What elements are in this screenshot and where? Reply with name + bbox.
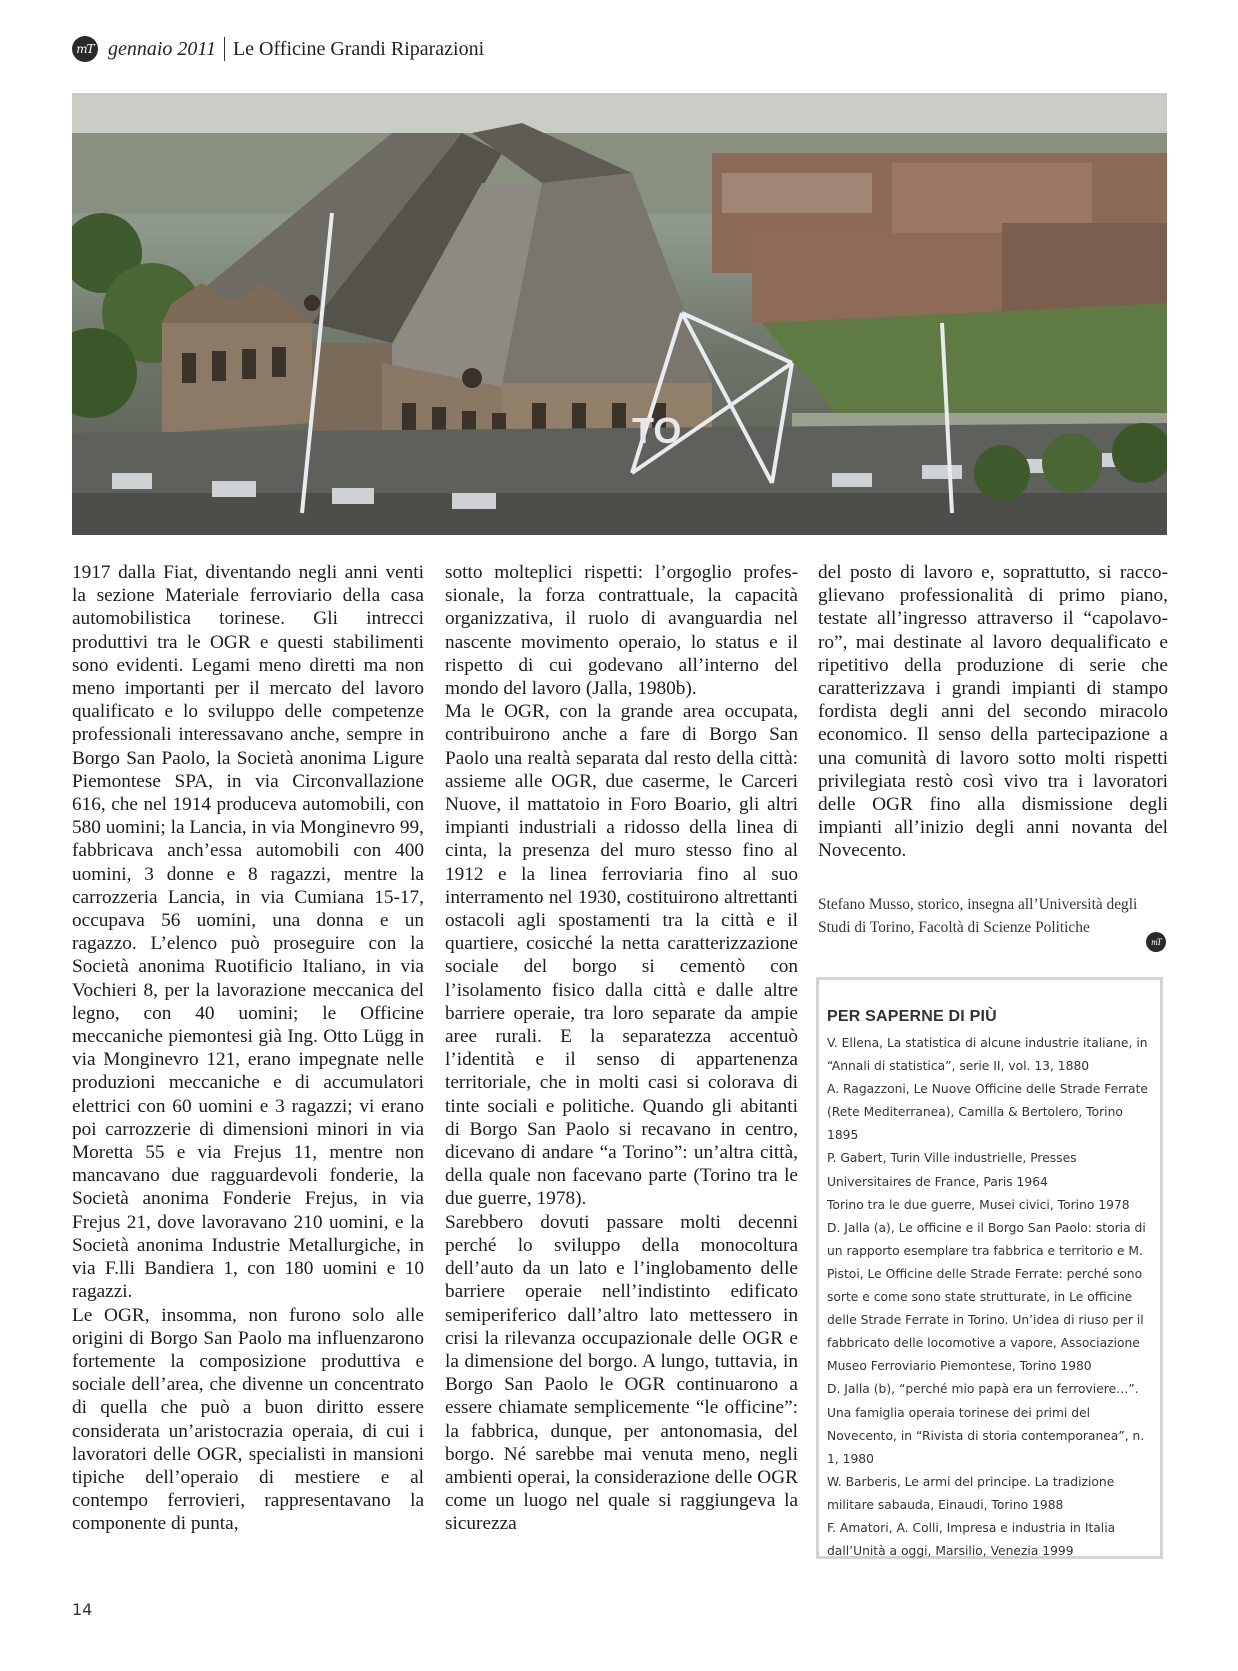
photo-sign-text: TO <box>632 410 682 451</box>
reference-item: P. Gabert, Turin Ville industrielle, Presses Universitaires de France, Paris 1964 <box>827 1151 1077 1189</box>
paragraph: Le OGR, insomma, non furono solo alle origini di Borgo San Paolo ma influenzarono fortemente la composizione produttiva e sociale dell’area, che divenne un concentrato di quella che può a buon diritto essere considerata un’aristocrazia operaia, di cui i lavoratori delle OGR, specialisti in mansioni tipiche dell’operaio di mestiere e al contempo ferrovieri, rappresentavano la componente di punta, <box>72 1304 424 1535</box>
further-reading-box <box>816 977 1163 1559</box>
reference-item: D. Jalla (a), Le officine e il Borgo San Paolo: storia di un rapporto esemplare tra fabbrica e territorio e M. Pistoi, Le Officine delle Strade Ferrate: perché sono sorte e come sono state strutturate, in Le officine delle Strade Ferrate in Torino. Un’idea di riuso per il fabbricato delle locomotive a vapore, Associazione Museo Ferroviario Piemontese, Torino 1980 <box>827 1220 1146 1374</box>
text-column-1 <box>72 561 424 1536</box>
issue-date: gennaio 2011 <box>108 37 216 60</box>
paragraph: Sarebbero dovuti passare molti decenni perché lo sviluppo della monocoltura dell’auto da un lato e l’inglobamento delle barriere operaie nell’indistinto edificato semiperiferico dall’altro lato mettessero in crisi la rilevanza occupazionale delle OGR e la dimensione del borgo. A lungo, tuttavia, in Borgo San Paolo le OGR continuarono a essere chiamate semplicemente “le officine”: la fabbrica, dunque, per antonomasia, del borgo. Né sarebbe mai venuta meno, negli ambienti operai, la considerazione delle OGR come un luogo nel quale si raggiungeva la sicurezza <box>445 1211 798 1535</box>
reference-item: Torino tra le due guerre, Musei civici, Torino 1978 <box>827 1197 1130 1212</box>
author-byline: Stefano Musso, storico, insegna all’Università degli Studi di Torino, Facoltà di Scienze Politiche <box>818 896 1138 936</box>
text-column-2 <box>445 561 798 1536</box>
reference-list <box>827 1032 1150 1563</box>
header-divider <box>224 37 225 61</box>
aerial-photo-ogr <box>72 93 1167 535</box>
box-title: PER SAPERNE DI PIÙ <box>827 1008 997 1025</box>
page-number: 14 <box>72 1600 93 1619</box>
reference-item: A. Ragazzoni, Le Nuove Officine delle Strade Ferrate (Rete Mediterranea), Camilla & Bertolero, Torino 1895 <box>827 1082 1148 1143</box>
reference-item: D. Jalla (b), “perché mio papà era un ferroviere…”. Una famiglia operaia torinese dei primi del Novecento, in “Rivista di storia contemporanea”, n. 1, 1980 <box>827 1382 1145 1466</box>
end-logo-icon: mT <box>1146 932 1166 952</box>
reference-item: V. Ellena, La statistica di alcune industrie italiane, in “Annali di statistica”, serie II, vol. 13, 1880 <box>827 1036 1148 1074</box>
reference-item: W. Barberis, Le armi del principe. La tradizione militare sabauda, Einaudi, Torino 1988 <box>827 1474 1115 1512</box>
section-title: Le Officine Grandi Riparazioni <box>232 37 485 60</box>
page-header <box>72 34 484 64</box>
paragraph: del posto di lavoro e, soprattutto, si raccoglievano professionalità di primo piano, testate all’ingresso attraverso il “capolavoro”, mai destinate al lavoro dequalificato e ripetitivo della produzione di serie che caratterizzava i grandi impianti di stampo fordista degli anni del secondo miracolo economico. Il senso della partecipazione a una comunità di lavoro sotto molti rispetti privilegiata restò così vivo tra i lavoratori delle OGR fino alla dismissione degli impianti all’inizio degli anni novanta del Novecento. <box>818 562 1168 862</box>
text-column-3 <box>818 561 1168 863</box>
paragraph: 1917 dalla Fiat, diventando negli anni venti la sezione Materiale ferroviario della casa automobilistica torinese. Gli intrecci produttivi tra le OGR e questi stabilimenti sono evidenti. Legami meno diretti ma non meno importanti per il mercato del lavoro qualificato e lo sviluppo delle competenze professionali interessavano anche, sempre in Borgo San Paolo, la Società anonima Ligure Piemontese SPA, in via Circonvallazione 616, che nel 1914 produceva automobili, con 580 uomini; la Lancia, in via Monginevro 99, fabbricava anch’essa automobili con 400 uomini, 3 donne e 8 ragazzi, mentre la carrozzeria Lancia, in via Cumiana 15-17, occupava 56 uomini, una donna e un ragazzo. L’elenco può proseguire con la Società anonima Ruotificio Italiano, in via Vochieri 8, per la lavorazione meccanica del legno, con 40 uomini; le Officine meccaniche piemontesi già Ing. Otto Lügg in via Monginevro 121, erano impegnate nelle produzioni meccaniche e di accumulatori elettrici con 60 uomini e 3 ragazzi; vi erano poi carrozzerie di dimensioni minori in via Moretta 55 e via Frejus 11, mentre non mancavano due ragguardevoli fonderie, la Società anonima Fonderie Frejus, in via Frejus 21, dove lavoravano 210 uomini, e la Società anonima Industrie Metallurgiche, in via F.lli Bandiera 1, con 180 uomini e 10 ragazzi. <box>72 562 424 1303</box>
paragraph: Ma le OGR, con la grande area occupata, contribuirono anche a fare di Borgo San Paolo una realtà separata dal resto della città: assieme alle OGR, due caserme, le Carceri Nuove, il mattatoio in Foro Boario, gli altri impianti industriali a ridosso della linea di cinta, la presenza del muro stesso fino al 1912 e la linea ferroviaria fino al suo interramento nel 1930, costituirono altrettanti ostacoli agli spostamenti tra la città e il quartiere, cosicché la netta caratterizzazione sociale del borgo si cementò con l’isolamento fisico dalla città e dalle altre barriere operaie, tra loro separate da ampie aree rurali. E la separatezza accentuò l’identità e il senso di appartenenza territoriale, che in molti casi si colorava di tinte sociali e politiche. Quando gli abitanti di Borgo San Paolo si recavano in centro, dicevano di andare “a Torino”: un’altra città, della quale non facevano parte (Torino tra le due guerre, 1978). <box>445 701 798 1210</box>
paragraph: sotto molteplici rispetti: l’orgoglio professionale, la forza contrattuale, la capacità organizzativa, il ruolo di avanguardia nel nascente movimento operaio, lo status e il rispetto di cui godevano all’interno del mondo del lavoro (Jalla, 1980b). <box>445 562 798 700</box>
magazine-logo-icon: mT <box>72 36 98 62</box>
reference-item: F. Amatori, A. Colli, Impresa e industria in Italia dall’Unità a oggi, Marsilio, Venezia 1999 <box>827 1520 1116 1559</box>
